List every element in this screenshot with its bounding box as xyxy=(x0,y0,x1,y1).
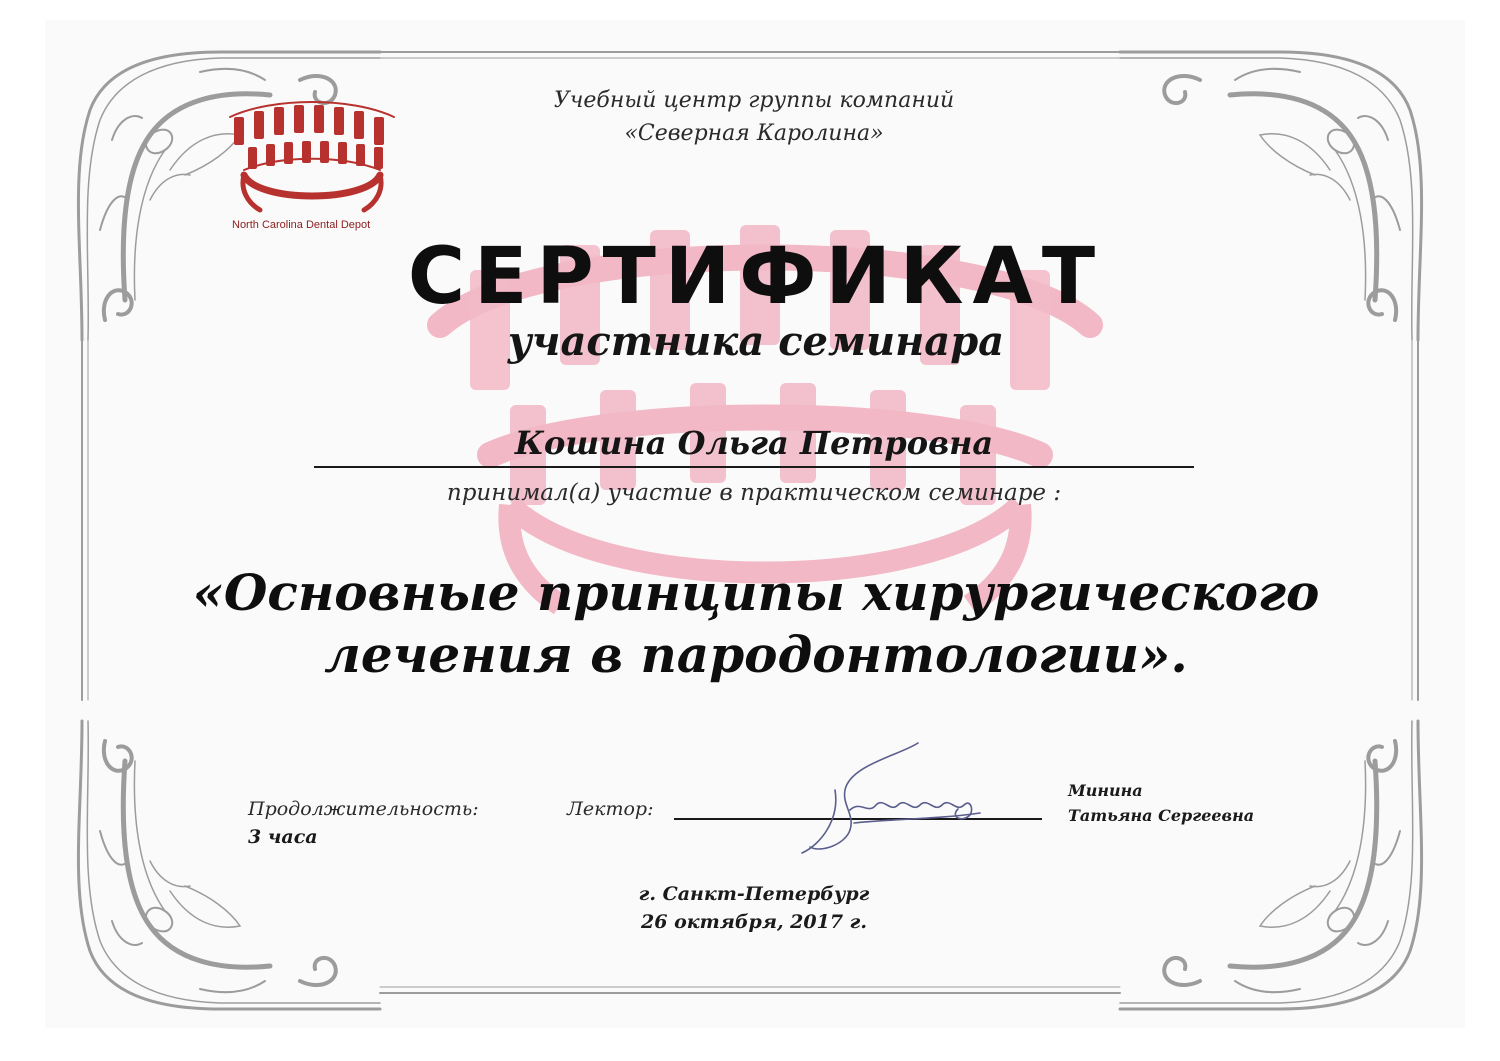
organization-line-1: Учебный центр группы компаний xyxy=(553,88,955,113)
issue-date: 26 октября, 2017 г. xyxy=(641,911,867,933)
duration-label: Продолжительность: xyxy=(248,798,479,820)
logo-caption: North Carolina Dental Depot xyxy=(232,219,371,231)
recipient-name: Кошина Ольга Петровна xyxy=(514,424,994,462)
certificate-subtitle: участника семинара xyxy=(507,318,1005,365)
seminar-title-line-1: «Основные принципы хирургического xyxy=(192,563,1320,622)
lecturer-signature xyxy=(790,735,990,860)
lecturer-label: Лектор: xyxy=(567,798,654,820)
seminar-title-line-2: лечения в пародонтологии». xyxy=(324,625,1188,684)
participation-text: принимал(а) участие в практическом семинаре : xyxy=(446,480,1062,506)
certificate-title: СЕРТИФИКАТ xyxy=(407,232,1105,322)
organization-line-2: «Северная Каролина» xyxy=(624,121,884,146)
duration-value: 3 часа xyxy=(248,826,318,848)
recipient-name-underline xyxy=(314,466,1194,468)
seminar-title xyxy=(6,562,1500,686)
lecturer-surname: Минина xyxy=(1068,781,1143,800)
lecturer-given-name: Татьяна Сергеевна xyxy=(1068,806,1255,825)
issue-city: г. Санкт-Петербург xyxy=(638,883,870,905)
